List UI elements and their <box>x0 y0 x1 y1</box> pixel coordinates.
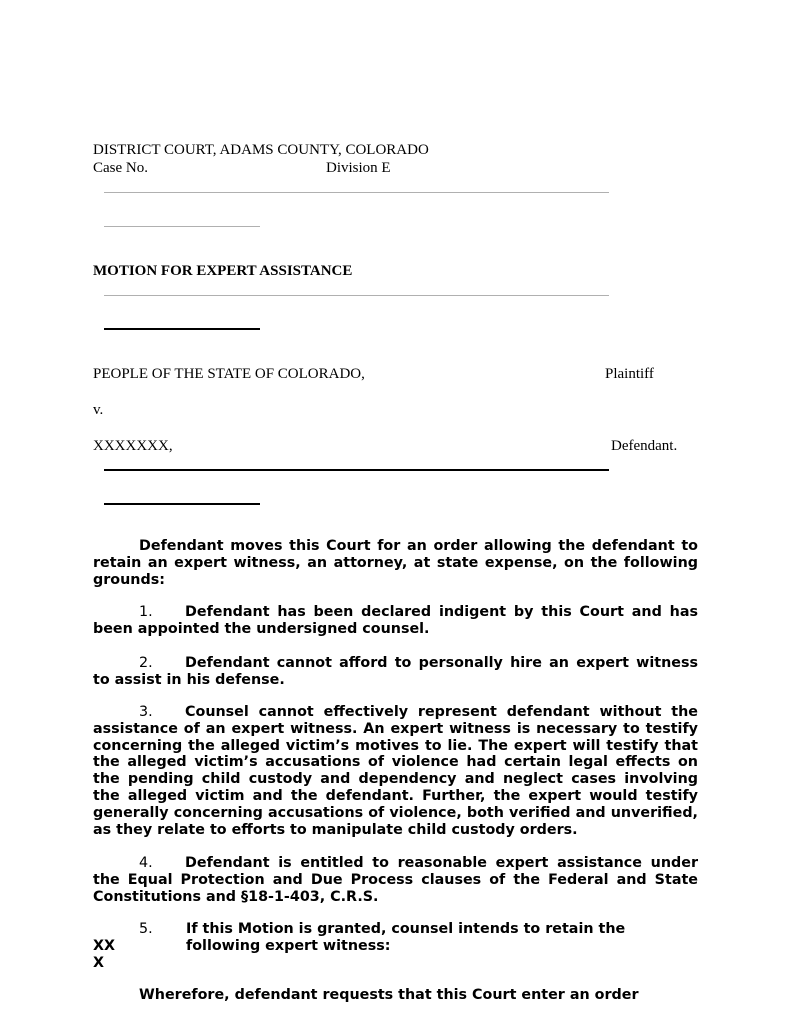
caption-rule-short <box>104 226 260 227</box>
defendant-role: Defendant. <box>611 438 678 454</box>
caption-rule <box>104 469 609 471</box>
numbered-paragraph: 2. Defendant cannot afford to personally hire an expert witness to assist in his defense. <box>93 655 698 688</box>
motion-title: MOTION FOR EXPERT ASSISTANCE <box>93 263 353 279</box>
plaintiff-role: Plaintiff <box>605 366 654 382</box>
witness-placeholder: X <box>93 955 105 971</box>
court-name: DISTRICT COURT, ADAMS COUNTY, COLORADO <box>93 142 429 158</box>
caption-rule-short <box>104 503 260 505</box>
numbered-paragraph: If this Motion is granted, counsel intends to retain the following expert witness: <box>186 921 626 954</box>
case-number-label: Case No. <box>93 160 148 176</box>
versus: v. <box>93 402 104 418</box>
intro-paragraph: Defendant moves this Court for an order allowing the defendant to retain an expert witness, an attorney, at state expense, on the following grounds: <box>93 538 698 588</box>
witness-placeholder: XX <box>93 938 116 954</box>
caption-rule-short <box>104 328 260 330</box>
caption-rule <box>104 192 609 193</box>
plaintiff-name: PEOPLE OF THE STATE OF COLORADO, <box>93 366 365 382</box>
numbered-paragraph: 1. Defendant has been declared indigent by this Court and has been appointed the undersigned counsel. <box>93 604 698 637</box>
wherefore-paragraph: Wherefore, defendant requests that this Court enter an order <box>139 987 639 1003</box>
paragraph-number: 5. <box>139 921 153 937</box>
defendant-name: XXXXXXX, <box>93 438 173 454</box>
caption-rule <box>104 295 609 296</box>
numbered-paragraph: 3. Counsel cannot effectively represent defendant without the assistance of an expert witness. An expert witness is necessary to testify concerning the alleged victim’s motives to lie. The expert will testify that the alleged victim’s accusations of violence had certain legal effects on the pending child custody and dependency and neglect cases involving the alleged victim and the defendant. Further, the expert would testify generally concerning accusations of violence, both verified and unverified, as they relate to efforts to manipulate child custody orders. <box>93 704 698 838</box>
numbered-paragraph: 4. Defendant is entitled to reasonable expert assistance under the Equal Protection and Due Process clauses of the Federal and State Constitutions and §18-1-403, C.R.S. <box>93 855 698 905</box>
division-label: Division E <box>326 160 391 176</box>
